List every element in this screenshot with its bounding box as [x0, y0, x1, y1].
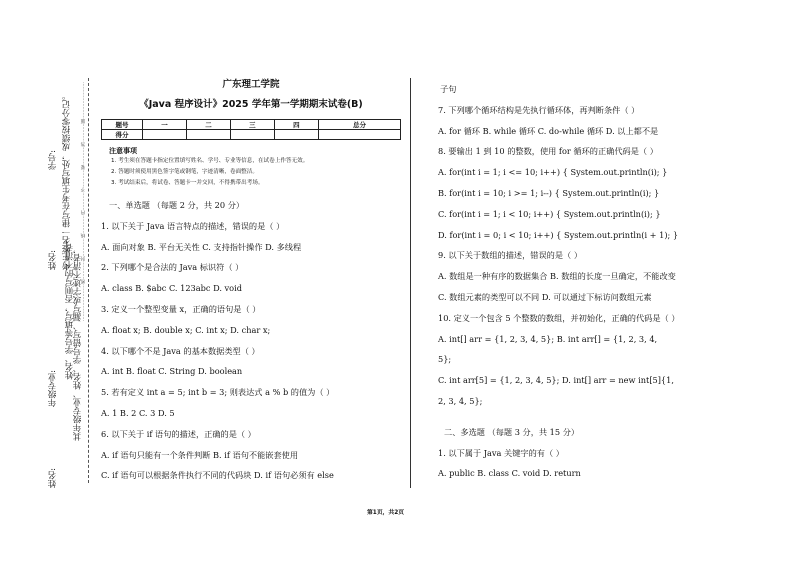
notice-block	[101, 146, 401, 189]
question-continuation: 子句	[440, 84, 457, 94]
question-options: C. if 语句可以根据条件执行不同的代码块 D. if 语句必须有 else	[101, 470, 334, 481]
instruction-line-1: 考生签名一律写在考生填写处，成绩按零分记。	[62, 91, 72, 270]
question-text: 5. 若有定义 int a = 5; int b = 3; 则表达式 a % b 的值为（ ）	[101, 387, 335, 398]
question-options: C. int arr[5] = {1, 2, 3, 4, 5}; D. int[] arr = new int[5]{1,	[438, 375, 674, 386]
left-column	[101, 78, 401, 486]
question-text: 6. 以下关于 if 语句的描述，正确的是（ ）	[101, 428, 256, 439]
score-header-cell: 四	[274, 120, 318, 130]
question-options: C. for(int i = 1; i < 10; i++) { System.out.println(i); }	[438, 208, 661, 219]
notice-title: 注意事项	[109, 147, 137, 155]
question-options: A. public B. class C. void D. return	[438, 468, 581, 479]
score-input-cell[interactable]	[274, 130, 318, 140]
question-options: C. 数组元素的类型可以不同 D. 可以通过下标访问数组元素	[438, 291, 652, 302]
question-text: 4. 以下哪个不是 Java 的基本数据类型（ ）	[101, 345, 260, 356]
major-label: 年级专业:	[48, 370, 58, 407]
question-text: 9. 以下关于数组的描述，错误的是（ ）	[438, 250, 583, 261]
instruction-line-2: 姓名、学号等填写，否则写的不清者，	[65, 235, 75, 380]
score-table-header-row	[102, 120, 401, 130]
score-header-cell: 总分	[318, 120, 400, 130]
question-options: A. for(int i = 1; i <= 10; i++) { System.out.println(i); }	[438, 167, 668, 178]
student-id-label: 学号:	[48, 150, 58, 170]
question-options: A. class B. $abc C. 123abc D. void	[101, 283, 242, 294]
score-header-cell: 题号	[102, 120, 143, 130]
question-options: A. if 语句只能有一个条件判断 B. if 语句不能嵌套使用	[101, 449, 299, 460]
score-table	[101, 119, 401, 140]
score-row-label: 得分	[102, 130, 143, 140]
question-text: 1. 以下属于 Java 关键字的有（ ）	[438, 447, 564, 458]
question-options: A. float x; B. double x; C. int x; D. char x;	[101, 324, 271, 335]
question-text: 2. 下列哪个是合法的 Java 标识符（ ）	[101, 262, 244, 273]
instruction-line-3: 其年级专业、姓名、学号错写、漏写或字迹不清者，	[73, 245, 83, 441]
score-input-cell[interactable]	[143, 130, 187, 140]
question-options: A. int[] arr = {1, 2, 3, 4, 5}; B. int arr[] = {1, 2, 3, 4,	[438, 333, 658, 344]
question-options: D. for(int i = 0; i < 10; i++) { System.out.println(i + 1); }	[438, 229, 679, 240]
question-text: 1. 以下关于 Java 语言特点的描述，错误的是（ ）	[101, 220, 285, 231]
score-header-cell: 二	[186, 120, 230, 130]
seal-line-text: ……………………密…………封…………线…………内…………不…………要…………答…………题……………………	[81, 82, 86, 321]
question-options: A. 面向对象 B. 平台无关性 C. 支持指针操作 D. 多线程	[101, 241, 302, 252]
notice-item: 1. 考生须在答题卡指定位置填写姓名、学号、专业等信息，在试卷上作答无效。	[111, 158, 309, 164]
right-column	[438, 79, 768, 484]
question-text: 3. 定义一个整型变量 x，正确的语句是（ ）	[101, 303, 261, 314]
page-footer: 第1页，共2页	[367, 510, 405, 516]
notice-item: 3. 考试结束后，将试卷、答题卡一并交回，不得携带出考场。	[111, 180, 264, 186]
question-options: B. for(int i = 10; i >= 1; i--) { System.out.println(i); }	[438, 187, 660, 198]
binding-dashed-line	[88, 78, 89, 483]
question-options: A. 数组是一种有序的数据集合 B. 数组的长度一旦确定，不能改变	[438, 271, 676, 282]
score-header-cell: 一	[143, 120, 187, 130]
question-text: 8. 要输出 1 到 10 的整数，使用 for 循环的正确代码是（ ）	[438, 146, 658, 157]
column-divider	[410, 78, 411, 488]
question-options: A. 1 B. 2 C. 3 D. 5	[101, 407, 175, 418]
exam-title: 《Java 程序设计》2025 学年第一学期期末试卷(B)	[139, 99, 363, 110]
notice-item: 2. 答题时须使用黑色签字笔或钢笔，字迹清晰，卷面整洁。	[111, 169, 258, 175]
score-input-cell[interactable]	[186, 130, 230, 140]
question-options: A. for 循环 B. while 循环 C. do-while 循环 D. 以上都不是	[438, 125, 659, 136]
score-header-cell: 三	[230, 120, 274, 130]
question-text: 10. 定义一个包含 5 个整数的数组，并初始化，正确的代码是（ ）	[438, 312, 680, 323]
score-input-cell[interactable]	[318, 130, 400, 140]
section-1-title: 一、单选题 （每题 2 分，共 20 分）	[109, 200, 245, 210]
name-label-bottom: 姓名:	[48, 468, 58, 488]
question-options: 5};	[438, 354, 452, 365]
school-name: 广东理工学院	[222, 79, 280, 90]
question-options: A. int B. float C. String D. boolean	[101, 366, 243, 377]
score-input-cell[interactable]	[230, 130, 274, 140]
section-2-title: 二、多选题 （每题 3 分，共 15 分）	[444, 426, 580, 437]
question-options: 2, 3, 4, 5};	[438, 395, 483, 406]
score-table-score-row	[102, 130, 401, 140]
name-label: 姓名:	[48, 250, 58, 270]
question-text: 7. 下列哪个循环结构是先执行循环体，再判断条件（ ）	[438, 104, 640, 115]
